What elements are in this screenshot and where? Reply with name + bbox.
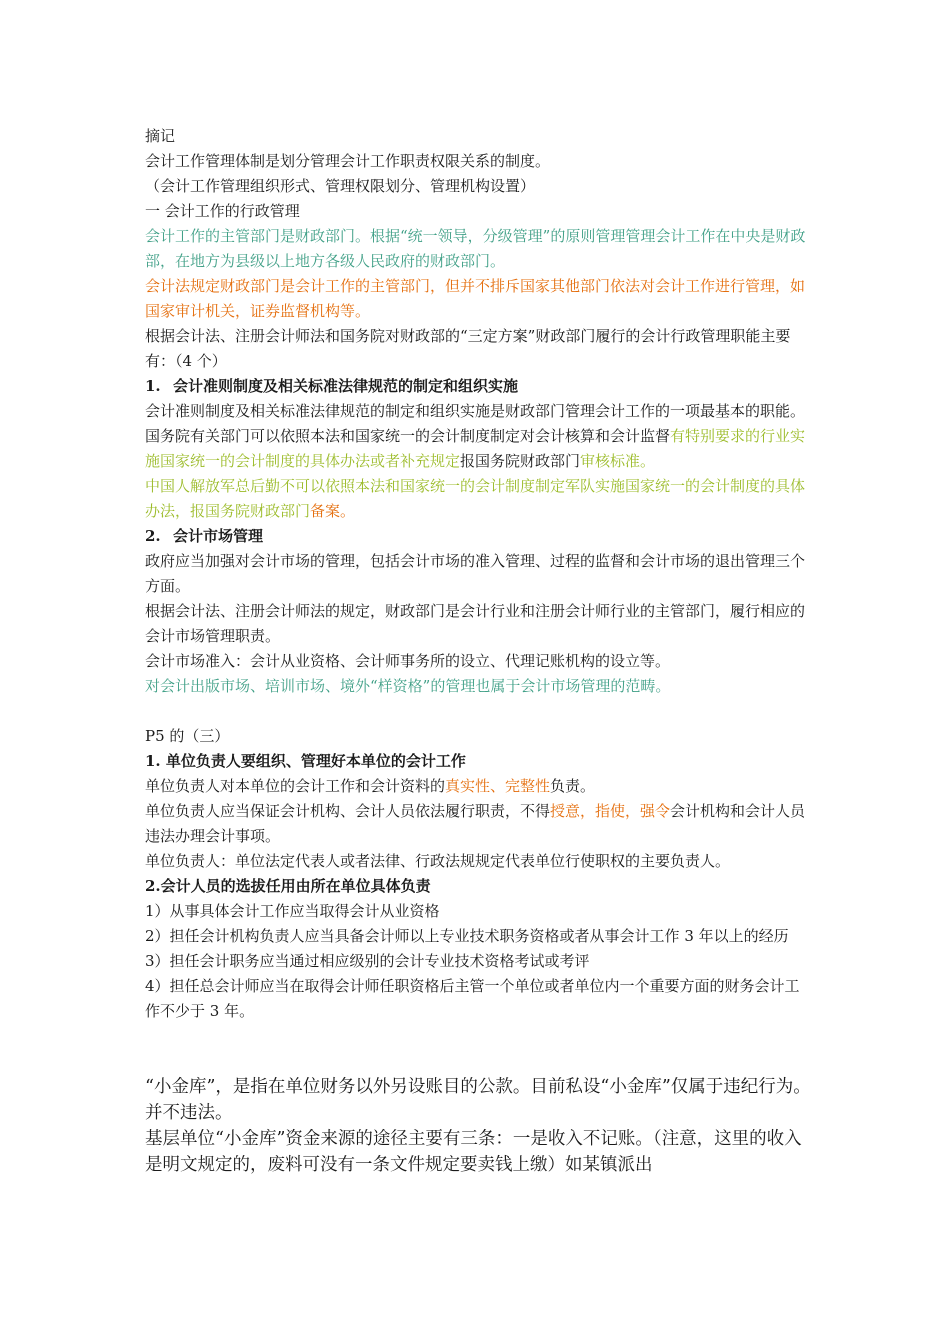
- paragraph-market-scope: 对会计出版市场、培训市场、境外“样资格”的管理也属于会计市场管理的范畴。: [145, 677, 671, 695]
- paragraph-small-treasury: “小金库”，是指在单位财务以外另设账目的公款。目前私设“小金库”仅属于违纪行为。并不违法。: [145, 1077, 811, 1123]
- list-item: 3）担任会计职务应当通过相应级别的会计专业技术资格考试或考评: [145, 952, 590, 970]
- paragraph-standards: 会计准则制度及相关标准法律规范的制定和组织实施是财政部门管理会计工作的一项最基本的职能。: [145, 402, 806, 420]
- heading-number: 2.: [145, 527, 161, 545]
- highlight-span: 授意，指使，强令: [550, 802, 671, 820]
- text-span: 会计机构和会计人员违法办理会计事项。: [145, 802, 806, 845]
- text-span: 单位负责人对本单位的会计工作和会计资料的: [145, 777, 446, 795]
- paragraph-pla: [145, 474, 813, 524]
- paragraph-market: 政府应当加强对会计市场的管理，包括会计市场的准入管理、过程的监督和会计市场的退出管理三个方面。: [145, 552, 806, 595]
- document-body: [145, 124, 813, 1178]
- list-item: 4）担任总会计师应当在取得会计师任职资格后主管一个单位或者单位内一个重要方面的财务会计工作不少于 3 年。: [145, 977, 800, 1020]
- text-span: 单位负责人应当保证会计机构、会计人员依法履行职责，不得: [145, 802, 551, 820]
- paragraph-definition-head: 单位负责人：单位法定代表人或者法律、行政法规规定代表单位行使职权的主要负责人。: [145, 852, 731, 870]
- paragraph-p5: P5 的（三）: [145, 727, 230, 745]
- paragraph-responsibility: [145, 774, 813, 799]
- highlight-span: 审核标准。: [580, 452, 656, 470]
- paragraph-ensure: [145, 799, 813, 849]
- text-span: 国务院有关部门可以依照本法和国家统一的会计制度制定对会计核算和会计监督: [145, 427, 671, 445]
- heading-item-1: [145, 374, 813, 399]
- heading-item-2: [145, 524, 813, 549]
- highlight-span: 中国人解放军总后勤不可以依照本法和国家统一的会计制度制定军队实施国家统一的会计制度的具体办法，报国务院财政部门: [145, 477, 806, 520]
- heading-number: 1.: [145, 377, 161, 395]
- text-span: 报国务院财政部门: [460, 452, 581, 470]
- heading-selection: 2.会计人员的选拔任用由所在单位具体负责: [145, 877, 431, 895]
- paragraph-market-law: 根据会计法、注册会计师法的规定，财政部门是会计行业和注册会计师行业的主管部门，履行相应的会计市场管理职责。: [145, 602, 806, 645]
- paragraph-accounting-law: 会计法规定财政部门是会计工作的主管部门，但并不排斥国家其他部门依法对会计工作进行管理，如国家审计机关，证券监督机构等。: [145, 277, 806, 320]
- paragraph-title: 摘记: [145, 127, 176, 145]
- paragraph-definition: 会计工作管理体制是划分管理会计工作职责权限关系的制度。: [145, 152, 551, 170]
- highlight-span: 真实性、完整性: [445, 777, 551, 795]
- list-item: 2）担任会计机构负责人应当具备会计师以上专业技术职务资格或者从事会计工作 3 年以上的经历: [145, 927, 789, 945]
- spacer: [145, 1024, 813, 1074]
- highlight-span: 有特别要求的行业实施国家统一的会计制度的具体办法或者补充规定: [145, 427, 806, 470]
- paragraph-market-entry: 会计市场准入：会计从业资格、会计师事务所的设立、代理记账机构的设立等。: [145, 652, 671, 670]
- section-heading-admin: 一 会计工作的行政管理: [145, 202, 300, 220]
- spacer: [145, 699, 813, 724]
- heading-responsible: 1. 单位负责人要组织、管理好本单位的会计工作: [145, 752, 466, 770]
- heading-text: 会计市场管理: [173, 527, 264, 545]
- text-span: 负责。: [550, 777, 596, 795]
- paragraph-fund-sources: 基层单位“小金库”资金来源的途径主要有三条：一是收入不记账。（注意，这里的收入是明文规定的，废料可没有一条文件规定要卖钱上缴）如某镇派出: [145, 1129, 802, 1175]
- list-item: 1）从事具体会计工作应当取得会计从业资格: [145, 902, 440, 920]
- highlight-span: 备案。: [310, 502, 356, 520]
- paragraph-aspects: （会计工作管理组织形式、管理权限划分、管理机构设置）: [145, 177, 536, 195]
- paragraph-functions: 根据会计法、注册会计师法和国务院对财政部的“三定方案”财政部门履行的会计行政管理职能主要有：（4 个）: [145, 327, 791, 370]
- paragraph-state-council: [145, 424, 813, 474]
- paragraph-authority: 会计工作的主管部门是财政部门。根据“统一领导，分级管理”的原则管理管理会计工作在中央是财政部，在地方为县级以上地方各级人民政府的财政部门。: [145, 227, 806, 270]
- heading-text: 会计准则制度及相关标准法律规范的制定和组织实施: [173, 377, 519, 395]
